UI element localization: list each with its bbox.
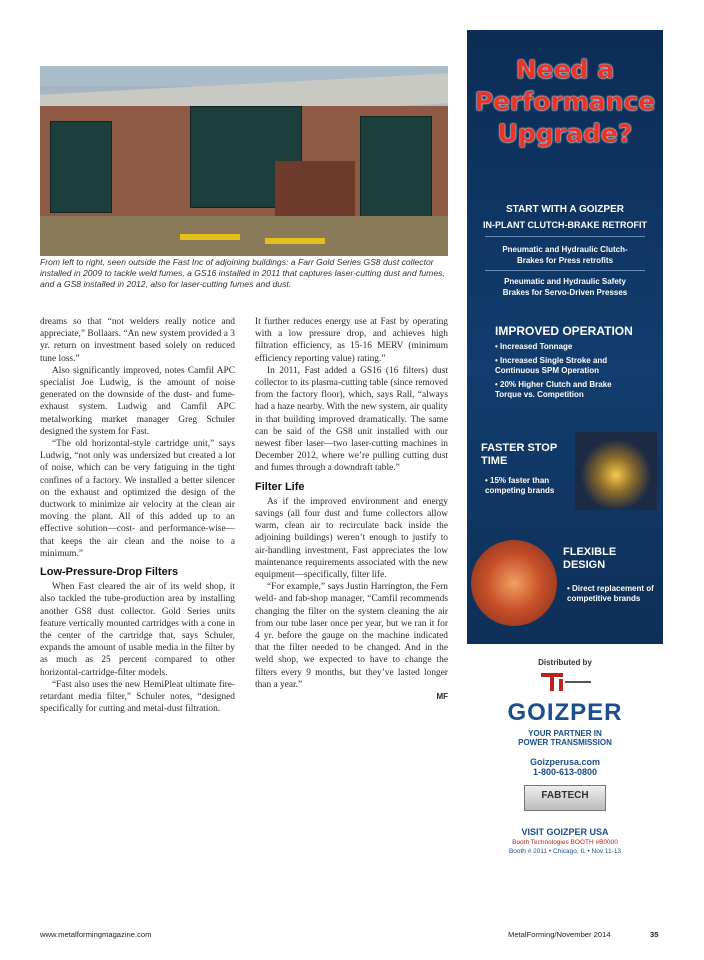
- distributor-box: [467, 652, 663, 917]
- distributor-logo: [535, 671, 595, 693]
- fabtech-logo: FABTECH: [524, 785, 606, 811]
- list-item: • Increased Tonnage: [495, 342, 573, 351]
- footer-issue: MetalForming/November 2014: [508, 930, 611, 939]
- paragraph: “Fast also uses the new HemiPleat ultimate fire-retardant media filter,” Schuler notes, “designed specifically for cutting and metal-dust filtration.: [40, 679, 235, 715]
- press-machine-image: [575, 432, 657, 510]
- article-column-1: [40, 316, 235, 716]
- divider: [485, 236, 645, 237]
- collector-unit-1: [50, 121, 112, 213]
- list-item: • 20% Higher Clutch and Brake Torque vs. Competition: [495, 380, 612, 399]
- page-number: 35: [650, 930, 659, 939]
- divider: [485, 270, 645, 271]
- footer-url: www.metalformingmagazine.com: [40, 930, 152, 939]
- visit-line: VISIT GOIZPER USA: [521, 827, 609, 837]
- article-column-2: [255, 316, 448, 703]
- ad-item-2: Pneumatic and Hydraulic Safety Brakes for Servo-Driven Presses: [502, 277, 628, 297]
- paragraph: As if the improved environment and energy savings (all four dust and fume collectors allow warm, clean air to recirculate back inside the adjoining buildings) weren’t enough to justify to air-handling investment, Fast appreciates the low maintenance requirements associated with the new equipment—specifically, filter life.: [255, 496, 448, 581]
- ad-faster-heading: FASTER STOP TIME: [481, 442, 558, 467]
- website-link[interactable]: Goizperusa.com: [529, 757, 601, 767]
- paragraph: dreams so that “not welders really notice and appreciate,” Bollaars. “An new system provided a 3 yr. return on investment based solely on reduced tune loss.”: [40, 317, 235, 364]
- paragraph: “The old horizontal-style cartridge unit,” says Ludwig, “not only was undersized but created a lot of noise, which can be very fatiguing in the tight confines of a factory. We installed a better silencer on the exhaust and optimized the design of the ductwork to minimize air velocity at the clean air moving the plant. All of this added up to an effective solution—cost- and performance-wise—that keeps the air clean and the noise to a minimum.”: [40, 439, 235, 559]
- subheading-low-pressure: Low-Pressure-Drop Filters: [40, 566, 179, 579]
- goizper-logo: GOIZPER: [507, 699, 623, 726]
- photo-caption: From left to right, seen outside the Fast Inc of adjoining buildings: a Farr Gold Series GS8 dust collector installed in 2009 to tackle weld fumes, a GS16 installed in 2011 that captures laser-cutting dust and fumes, and a GS8 installed in 2012, also for laser-cutting fumes and dust.: [40, 257, 445, 289]
- ad-headline: [467, 54, 663, 150]
- event-line: Booth # 2011 • Chicago, IL • Nov 11-13: [508, 848, 622, 855]
- tagline-2: POWER TRANSMISSION: [518, 738, 612, 747]
- collector-unit-3: [360, 116, 432, 218]
- list-item: • 15% faster than competing brands: [485, 476, 555, 495]
- faster-list: [485, 476, 575, 500]
- goizper-ad[interactable]: [467, 30, 663, 644]
- paragraph: “For example,” says Justin Harrington, the Fern weld- and fab-shop manager, “Camfil recommends changing the filter on the system cleaning the air from our tube laser once per year, but we ran it for 4 yr. before the gauge on the machine indicated that the filter needed to be changed. And in the weld shop, we expected to have to change the filters every 9 months, but they’ve lasted longer than a year.”: [255, 582, 448, 690]
- ground: [40, 216, 448, 256]
- end-mark: MF: [436, 692, 448, 702]
- distributed-by: Distributed by: [538, 658, 592, 667]
- dust-collector-photo: [40, 66, 448, 256]
- headline-line: Need a: [515, 55, 615, 84]
- clutch-brake-image: [471, 540, 557, 626]
- ad-item-1: Pneumatic and Hydraulic Clutch-Brakes for Press retrofits: [502, 245, 628, 265]
- subheading-filter-life: Filter Life: [255, 480, 305, 493]
- ad-start: START WITH A GOIZPER: [506, 204, 624, 215]
- flexible-list: [567, 584, 657, 608]
- headline-line: Upgrade?: [497, 119, 633, 148]
- list-item: • Direct replacement of competitive brands: [567, 584, 654, 603]
- phone-number[interactable]: 1-800-613-0800: [532, 767, 598, 777]
- headline-line: Performance: [474, 87, 656, 116]
- paragraph: When Fast cleared the air of its weld shop, it also tackled the tube-production area by installing another GS8 dust collector. Gold Series units feature vertically mounted cartridges with a cone in the center of the cartridge that, says Schuler, expands the amount of usable media in the filter by as much as 25 percent compared to other horizontal-cartridge-filter models.: [40, 582, 235, 678]
- brick-wall: [275, 161, 355, 216]
- list-item: • Increased Single Stroke and Continuous SPM Operation: [495, 356, 608, 375]
- yellow-barrier: [265, 238, 325, 244]
- yellow-barrier: [180, 234, 240, 240]
- booth-line: Booth Technologies BOOTH #B0000: [512, 839, 618, 846]
- tagline-1: YOUR PARTNER IN: [528, 729, 602, 738]
- ad-improved-heading: IMPROVED OPERATION: [495, 324, 633, 338]
- paragraph: Also significantly improved, notes Camfil APC specialist Joe Ludwig, is the amount of noise generated on the downside of the dust- and fume-exhaust system. Ludwig and Camfil APC metalworking market manager Greg Schuler designed the system for Fast.: [40, 365, 235, 437]
- improved-list: [495, 342, 635, 404]
- paragraph: In 2011, Fast added a GS16 (16 filters) dust collector to its plasma-cutting table (since removed from the factory floor), which, says Rall, “always had a haze nearby. With the new system, air quality in that building improved dramatically. The same can be said of the GS8 unit installed with our newest fiber laser—two laser-cutting machines in December 2012, where we’re pulling cutting dust and fumes through a downdraft table.”: [255, 365, 448, 474]
- paragraph: It further reduces energy use at Fast by operating with a low pressure drop, and achieves high filtration efficiency, as 15-16 MERV (minimum efficiency reporting value) rating.”: [255, 317, 448, 364]
- ad-flexible-heading: FLEXIBLE DESIGN: [563, 546, 617, 571]
- ad-retrofit: IN-PLANT CLUTCH-BRAKE RETROFIT: [483, 220, 647, 230]
